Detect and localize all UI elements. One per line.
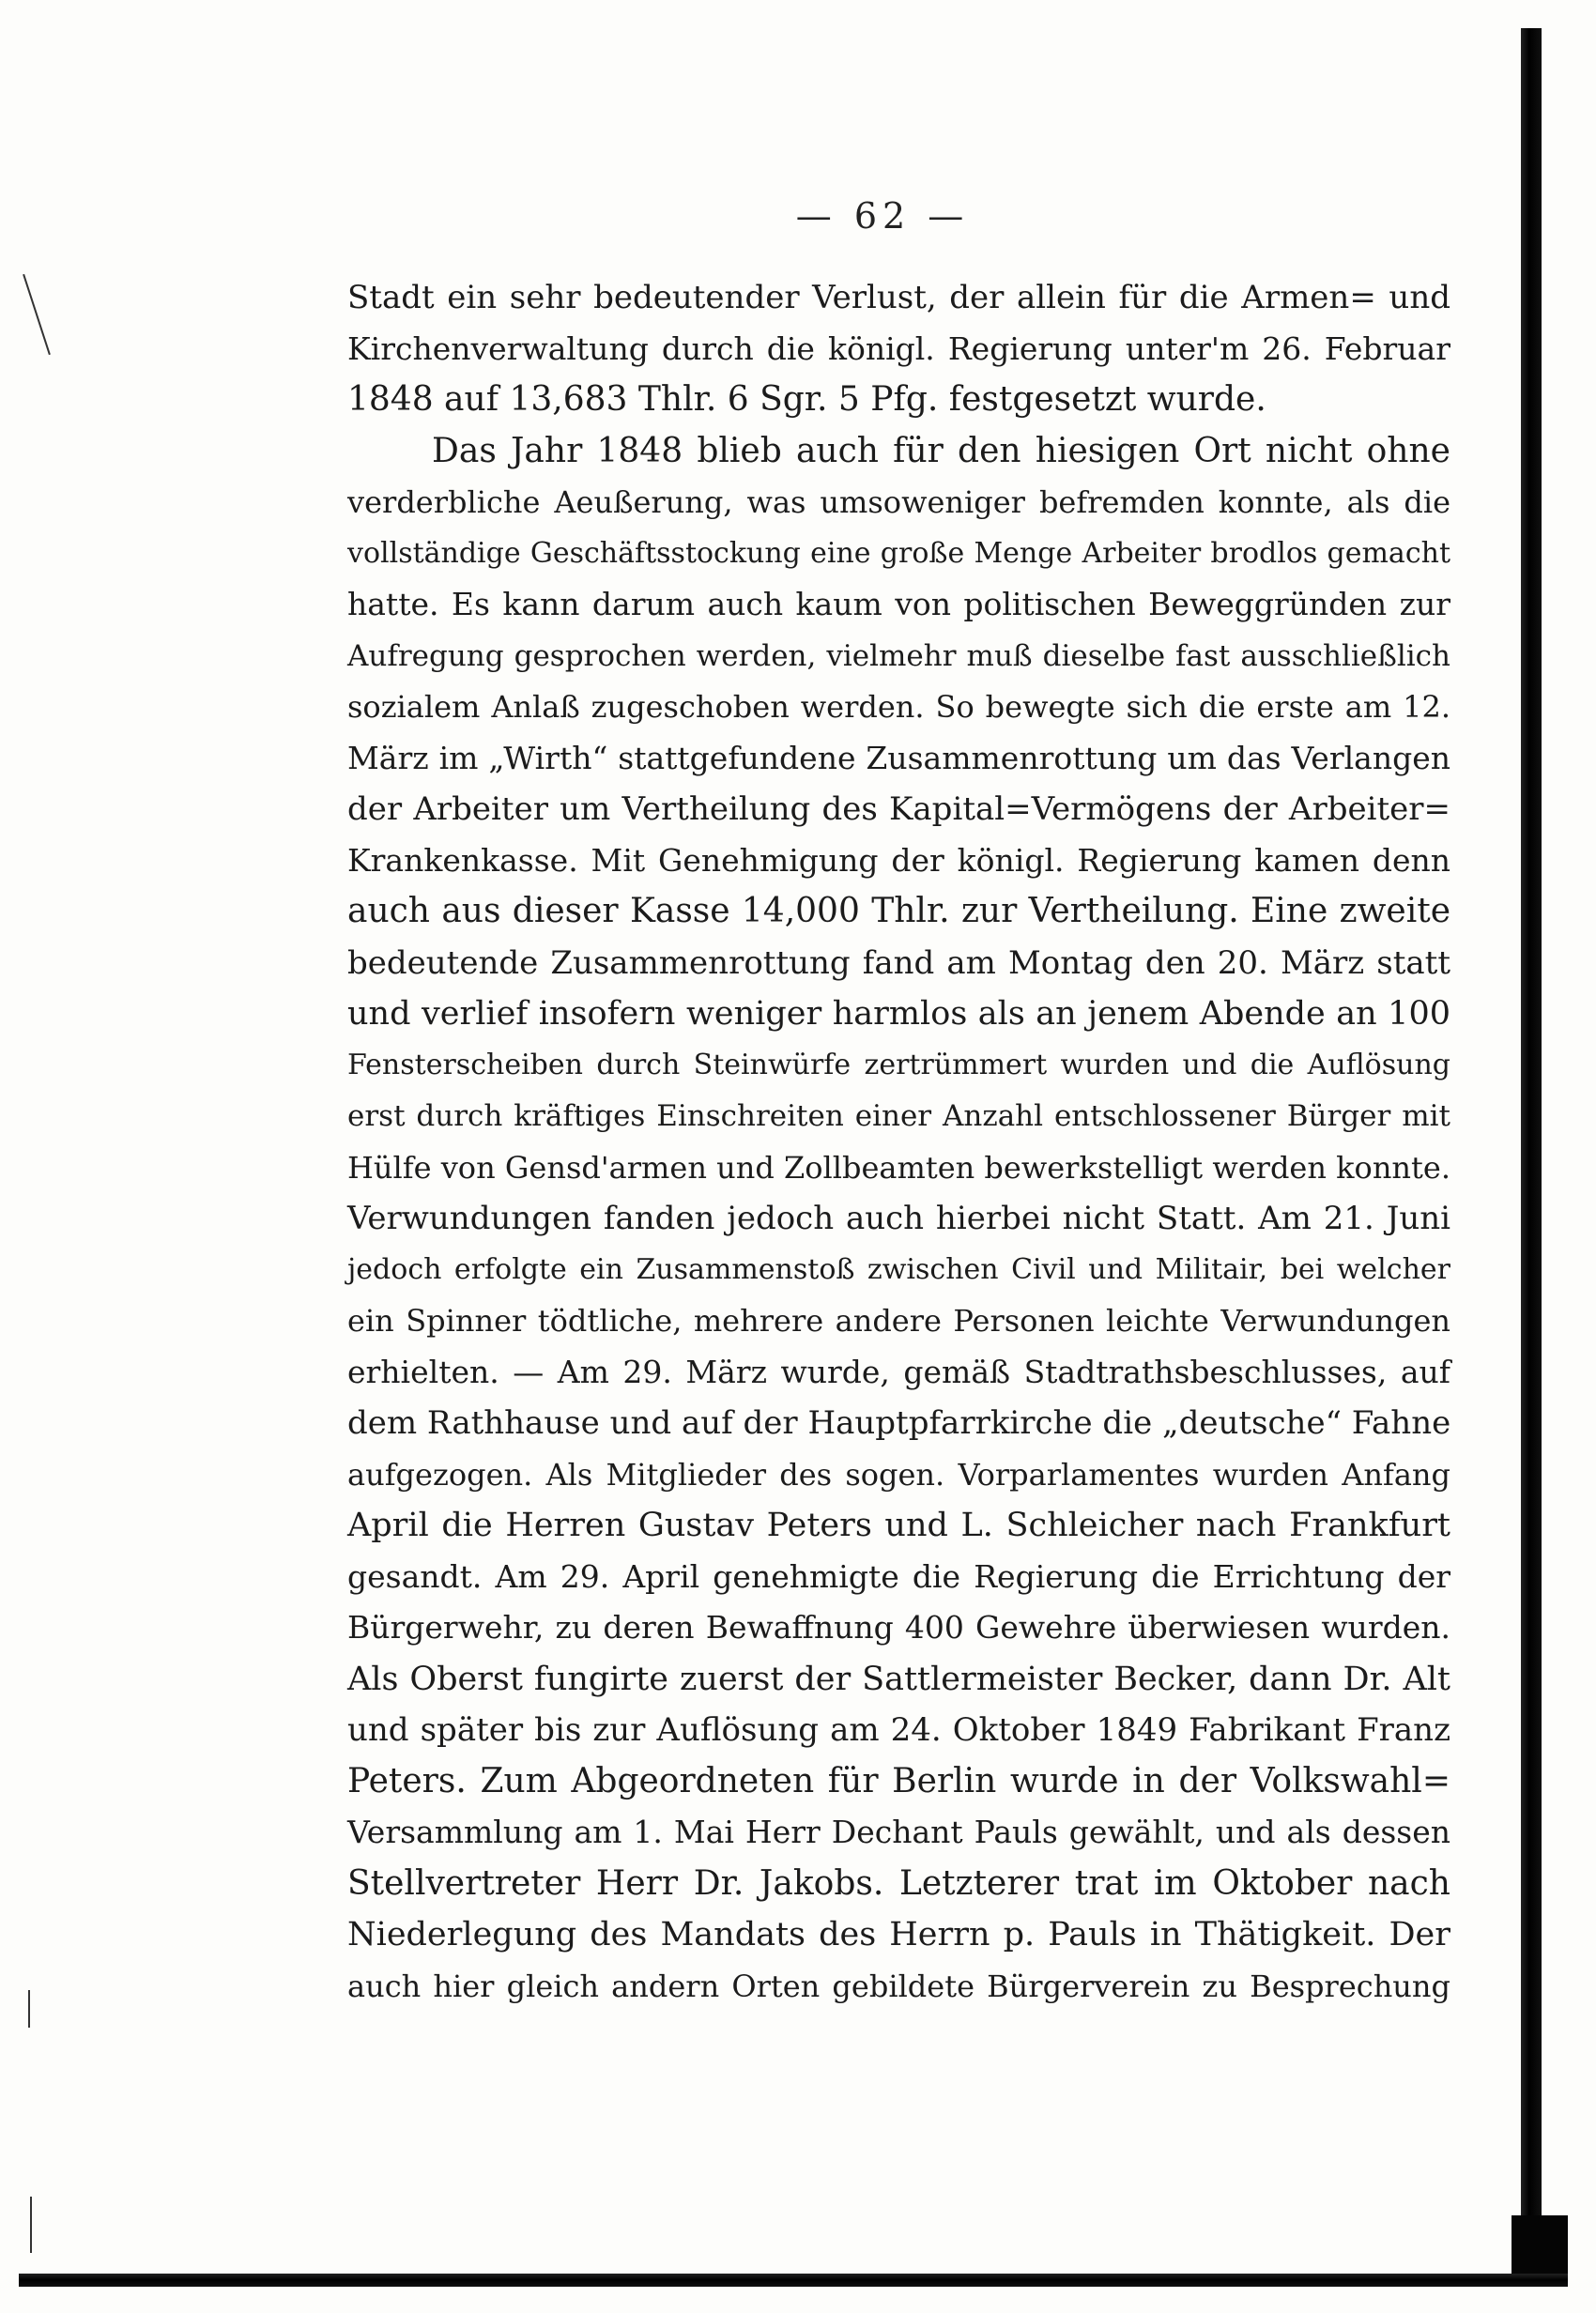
scan-edge-bottom: [19, 2274, 1568, 2287]
text-line: Bürgerwehr, zu deren Bewaffnung 400 Gewehre überwiesen wurden.: [347, 1609, 1450, 1646]
text-line: verderbliche Aeußerung, was umsoweniger befremden konnte, als die: [347, 484, 1450, 520]
text-line: Peters. Zum Abgeordneten für Berlin wurde in der Volkswahl=: [347, 1761, 1450, 1800]
text-line: vollständige Geschäftsstockung eine große Menge Arbeiter brodlos gemacht: [347, 536, 1450, 570]
scan-mark: [23, 274, 51, 355]
text-line: Versammlung am 1. Mai Herr Dechant Pauls gewählt, und als dessen: [347, 1814, 1450, 1850]
text-line: der Arbeiter um Vertheilung des Kapital=Vermögens der Arbeiter=: [347, 790, 1450, 828]
text-line: Das Jahr 1848 blieb auch für den hiesigen Ort nicht ohne: [432, 431, 1450, 470]
text-line: bedeutende Zusammenrottung fand am Montag den 20. März statt: [347, 943, 1450, 982]
text-line: Hülfe von Gensd'armen und Zollbeamten bewerkstelligt werden konnte.: [347, 1149, 1450, 1186]
body-text: [347, 272, 1450, 2012]
text-line: ein Spinner tödtliche, mehrere andere Personen leichte Verwundungen: [347, 1303, 1450, 1339]
text-line: erhielten. — Am 29. März wurde, gemäß Stadtrathsbeschlusses, auf: [347, 1353, 1450, 1390]
scan-mark: [28, 1990, 30, 2028]
scan-edge-right: [1521, 28, 1542, 2281]
text-line: auch aus dieser Kasse 14,000 Thlr. zur Vertheilung. Eine zweite: [347, 892, 1450, 930]
text-line: Verwundungen fanden jedoch auch hierbei nicht Statt. Am 21. Juni: [347, 1200, 1450, 1237]
text-line: und später bis zur Auflösung am 24. Oktober 1849 Fabrikant Franz: [347, 1711, 1450, 1749]
text-line: März im „Wirth“ stattgefundene Zusammenrottung um das Verlangen: [347, 739, 1450, 776]
text-line: hatte. Es kann darum auch kaum von politischen Beweggründen zur: [347, 586, 1450, 622]
text-line: auch hier gleich andern Orten gebildete Bürgerverein zu Besprechung: [347, 1968, 1450, 2004]
page-number: — 62 —: [795, 195, 970, 237]
text-line: erst durch kräftiges Einschreiten einer Anzahl entschlossener Bürger mit: [347, 1099, 1450, 1133]
text-line: aufgezogen. Als Mitglieder des sogen. Vorparlamentes wurden Anfang: [347, 1456, 1450, 1493]
text-line: und verlief insofern weniger harmlos als an jenem Abende an 100: [347, 995, 1450, 1033]
text-line: 1848 auf 13,683 Thlr. 6 Sgr. 5 Pfg. festgesetzt wurde.: [347, 380, 1266, 419]
scan-mark: [30, 2197, 32, 2253]
text-line: dem Rathhause und auf der Hauptpfarrkirche die „deutsche“ Fahne: [347, 1404, 1451, 1442]
text-line: Als Oberst fungirte zuerst der Sattlermeister Becker, dann Dr. Alt: [347, 1660, 1450, 1698]
text-line: Krankenkasse. Mit Genehmigung der königl. Regierung kamen denn: [347, 841, 1450, 879]
text-line: jedoch erfolgte ein Zusammenstoß zwischen Civil und Militair, bei welcher: [347, 1252, 1450, 1286]
scan-edge-corner: [1512, 2215, 1568, 2281]
text-line: Fensterscheiben durch Steinwürfe zertrümmert wurden und die Auflösung: [347, 1048, 1450, 1081]
text-line: April die Herren Gustav Peters und L. Schleicher nach Frankfurt: [347, 1507, 1450, 1544]
text-line: Aufregung gesprochen werden, vielmehr muß dieselbe fast ausschließlich: [347, 638, 1450, 673]
text-line: Stadt ein sehr bedeutender Verlust, der allein für die Armen= und: [347, 279, 1450, 316]
text-line: sozialem Anlaß zugeschoben werden. So bewegte sich die erste am 12.: [347, 689, 1450, 725]
text-line: Stellvertreter Herr Dr. Jakobs. Letzterer trat im Oktober nach: [347, 1863, 1450, 1903]
text-line: gesandt. Am 29. April genehmigte die Regierung die Errichtung der: [347, 1557, 1450, 1595]
text-line: Kirchenverwaltung durch die königl. Regierung unter'm 26. Februar: [347, 329, 1450, 367]
text-line: Niederlegung des Mandats des Herrn p. Pauls in Thätigkeit. Der: [347, 1916, 1450, 1953]
